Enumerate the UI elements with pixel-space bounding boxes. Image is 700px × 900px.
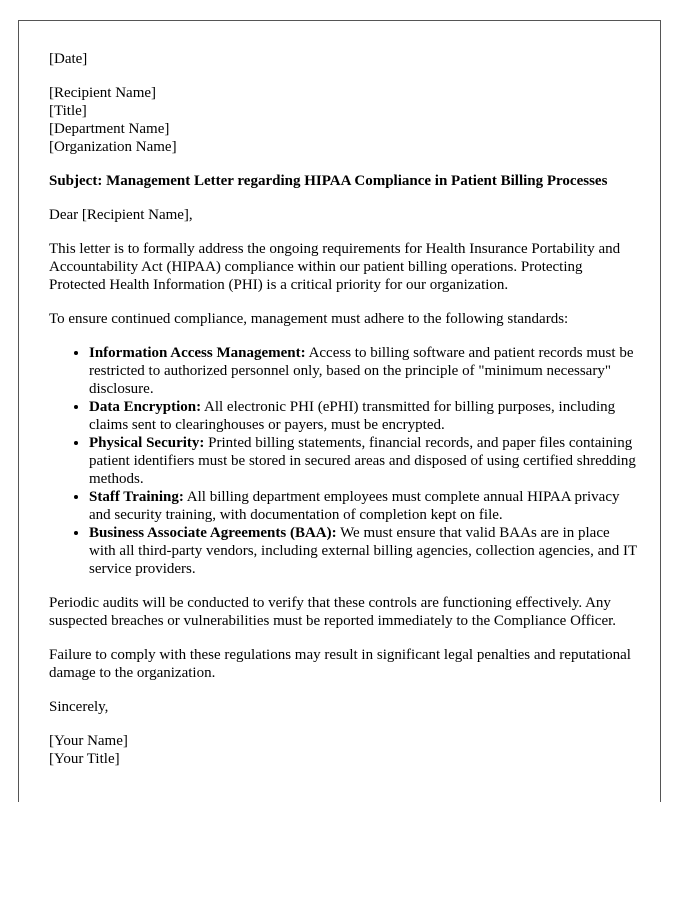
sender-title: [Your Title] <box>49 751 120 767</box>
standard-text: All electronic PHI (ePHI) transmitted for billing purposes, including claims sent to clearinghouses or payers, must be encrypted. <box>89 399 616 433</box>
letter-page <box>18 20 661 802</box>
standard-label: Information Access Management: <box>89 345 306 361</box>
recipient-block <box>49 84 639 156</box>
standards-list <box>49 344 639 578</box>
recipient-organization: [Organization Name] <box>49 139 177 155</box>
list-item <box>89 488 639 524</box>
sender-name: [Your Name] <box>49 733 128 749</box>
list-item <box>89 344 639 398</box>
standard-label: Staff Training: <box>89 489 184 505</box>
audits-paragraph: Periodic audits will be conducted to verify that these controls are functioning effectively. Any suspected breaches or vulnerabilities must be reported immediately to the Compliance Officer. <box>49 595 617 629</box>
standard-label: Business Associate Agreements (BAA): <box>89 525 337 541</box>
list-item <box>89 434 639 488</box>
letter-subject: Subject: Management Letter regarding HIPAA Compliance in Patient Billing Processes <box>49 173 608 189</box>
standard-label: Data Encryption: <box>89 399 202 415</box>
recipient-title: [Title] <box>49 103 87 119</box>
standard-text: All billing department employees must complete annual HIPAA privacy and security training, with documentation of completion kept on file. <box>89 489 620 523</box>
salutation: Dear [Recipient Name], <box>49 207 193 223</box>
standard-text: We must ensure that valid BAAs are in place with all third-party vendors, including external billing agencies, collection agencies, and IT service providers. <box>89 525 637 577</box>
list-item <box>89 398 639 434</box>
consequences-paragraph: Failure to comply with these regulations may result in significant legal penalties and reputational damage to the organization. <box>49 647 631 681</box>
intro-paragraph: This letter is to formally address the ongoing requirements for Health Insurance Portability and Accountability Act (HIPAA) compliance within our patient billing operations. Protecting Protected Health Information (PHI) is a critical priority for our organization. <box>49 241 621 293</box>
recipient-name: [Recipient Name] <box>49 85 157 101</box>
standard-text: Access to billing software and patient records must be restricted to authorized personnel only, based on the principle of "minimum necessary" disclosure. <box>89 345 634 397</box>
recipient-department: [Department Name] <box>49 121 170 137</box>
list-item <box>89 524 639 578</box>
standards-intro: To ensure continued compliance, management must adhere to the following standards: <box>49 311 569 327</box>
standard-text: Printed billing statements, financial records, and paper files containing patient identifiers must be stored in secured areas and disposed of using certified shredding methods. <box>89 435 636 487</box>
closing: Sincerely, <box>49 699 109 715</box>
signature-block <box>49 732 639 768</box>
standard-label: Physical Security: <box>89 435 205 451</box>
letter-date: [Date] <box>49 51 88 67</box>
letter-body <box>49 50 639 768</box>
